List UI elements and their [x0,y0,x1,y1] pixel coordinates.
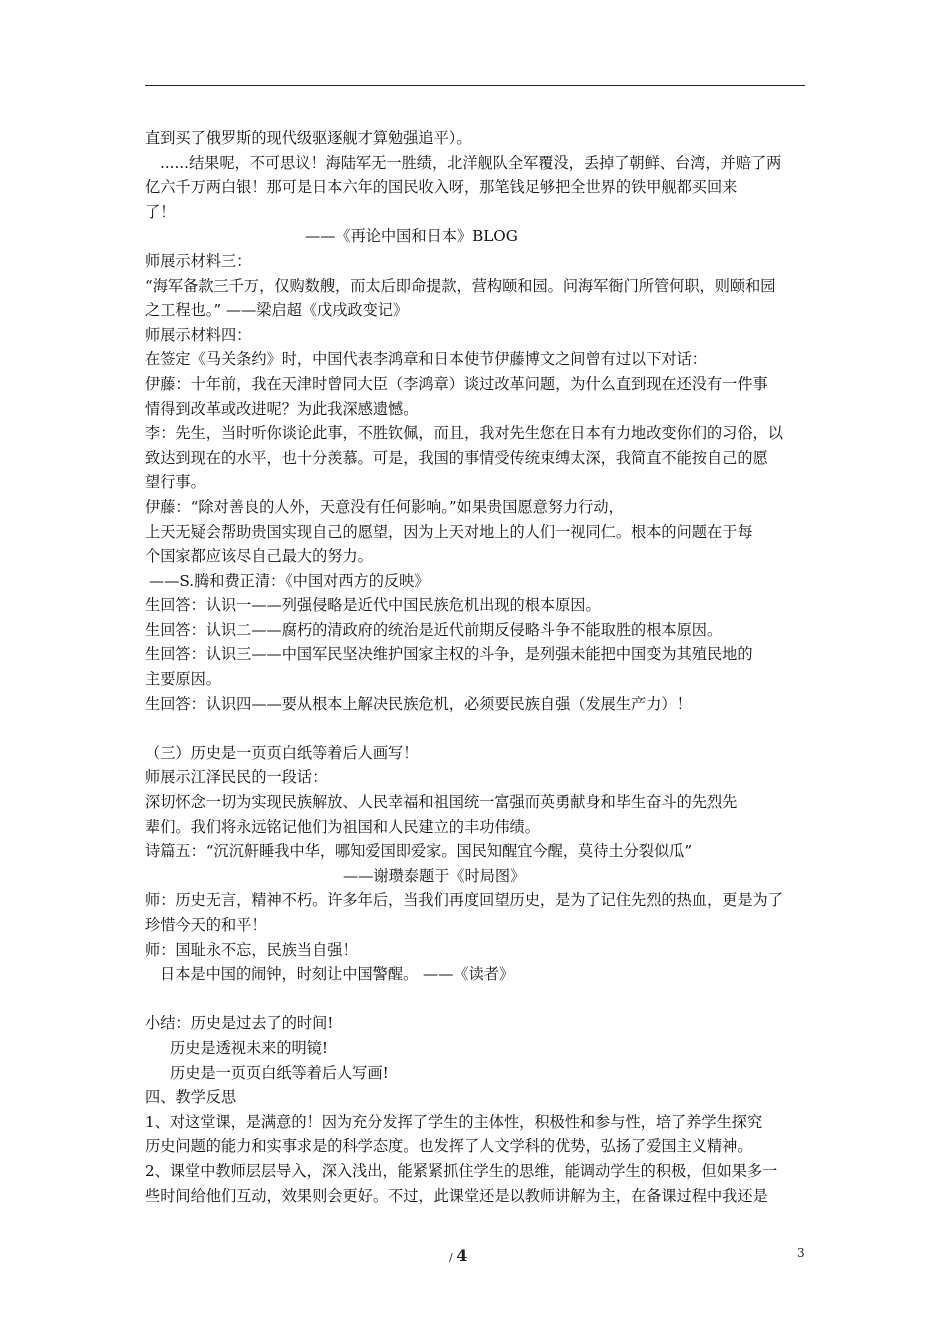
text-line: 师展示材料三： [145,251,252,270]
text-line: 上天无疑会帮助贵国实现自己的愿望，因为上天对地上的人们一视同仁。根本的问题在于每 [145,522,753,541]
text-line: 辈们。我们将永远铭记他们为祖国和人民建立的丰功伟绩。 [145,817,540,836]
text-line: ——《再论中国和日本》BLOG [305,227,518,246]
text-line: 生回答：认识三——中国军民坚决维护国家主权的斗争，是列强未能把中国变为其殖民地的 [145,645,753,664]
header-rule [145,85,805,86]
text-line: 小结：历史是过去了的时间! [145,1014,334,1033]
text-line: 2、课堂中教师层层导入，深入浅出，能紧紧抓住学生的思维，能调动学生的积极，但如果多一 [145,1161,778,1180]
text-line: 个国家都应该尽自己最大的努力。 [145,547,373,566]
text-line: 伊藤：十年前，我在天津时曾同大臣（李鸿章）谈过改革问题，为什么直到现在还没有一件事 [145,374,768,393]
text-line: 师展示材料四： [145,325,252,344]
page-number: 3 [797,1246,805,1260]
text-line: （三）历史是一页页白纸等着后人画写！ [145,743,419,762]
text-line: 1、对这堂课，是满意的！因为充分发挥了学生的主体性，积极性和参与性，培了养学生探究 [145,1112,763,1131]
text-line: 珍惜今天的和平！ [145,916,267,934]
text-line: 师：历史无言，精神不朽。许多年后，当我们再度回望历史，是为了记住先烈的热血，更是为了 [145,891,783,910]
text-line: ——谢瓒泰题于《时局图》 [343,866,526,885]
text-line: “海军备款三千万，仅购数艘，而太后即命提款，营构颐和园。问海军衙门所管何职，则颐和园 [145,276,776,295]
text-line: ——S.腾和费正清：《中国对西方的反映》 [149,571,430,590]
text-line: 直到买了俄罗斯的现代级驱逐舰才算勉强追平）。 [145,129,472,147]
text-line: 日本是中国的闹钟，时刻让中国警醒。 ——《读者》 [160,965,515,984]
text-line: 历史是一页页白纸等着后人写画! [170,1063,389,1082]
text-line: 四、教学反思 [145,1088,237,1107]
document-body [145,126,807,1208]
text-line: 师：国耻永不忘，民族当自强！ [145,940,358,959]
text-line: 深切怀念一切为实现民族解放、人民幸福和祖国统一富强而英勇献身和毕生奋斗的先烈先 [145,793,738,812]
page-prefix: / [449,1251,453,1264]
text-line: 了！ [145,202,176,221]
text-line: 李：先生，当时听你谈论此事，不胜钦佩，而且，我对先生您在日本有力地改变你们的习俗，以 [145,424,783,443]
text-line: 情得到改革或改进呢？为此我深感遗憾。 [145,399,419,418]
blank-line [145,716,807,741]
text-line: 历史问题的能力和实事求是的科学态度。也发挥了人文学科的优势，弘扬了爱国主义精神。 [145,1137,753,1156]
text-line: 主要原因。 [145,670,221,689]
text-line: 伊藤：“除对善良的人外，天意没有任何影响。”如果贵国愿意努力行动， [145,497,624,516]
text-line: 生回答：认识四——要从根本上解决民族危机，必须要民族自强（发展生产力）！ [145,694,692,713]
text-line: 师展示江泽民民的一段话： [145,768,328,787]
text-line: 诗篇五：“沉沉鼾睡我中华，哪知爱国即爱家。国民知醒宜今醒，莫待土分裂似瓜” [145,842,693,861]
text-line: 生回答：认识一——列强侵略是近代中国民族危机出现的根本原因。 [145,596,601,615]
text-line: ......结果呢，不可思议！海陆军无一胜绩，北洋舰队全军覆没，丢掉了朝鲜、台湾，并赔了两 [160,153,782,172]
text-line: 之工程也。” ——梁启超《戊戌政变记》 [145,301,409,320]
text-line: 望行事。 [145,473,206,492]
text-line: 在签定《马关条约》时，中国代表李鸿章和日本使节伊藤博文之间曾有过以下对话： [145,350,707,369]
text-line: 亿六千万两白银！那可是日本六年的国民收入呀，那笔钱足够把全世界的铁甲舰都买回来 [145,178,738,197]
page-total: 4 [456,1246,468,1265]
page-count [449,1246,467,1265]
text-line: 历史是透视未来的明镜! [170,1038,328,1057]
text-line: 生回答：认识二——腐朽的清政府的统治是近代前期反侵略斗争不能取胜的根本原因。 [145,620,723,639]
blank-line [145,987,807,1012]
text-line: 致达到现在的水平，也十分羡慕。可是，我国的事情受传统束缚太深，我简直不能按自己的愿 [145,448,768,467]
text-line: 些时间给他们互动，效果则会更好。不过，此课堂还是以教师讲解为主，在备课过程中我还是 [145,1186,768,1205]
